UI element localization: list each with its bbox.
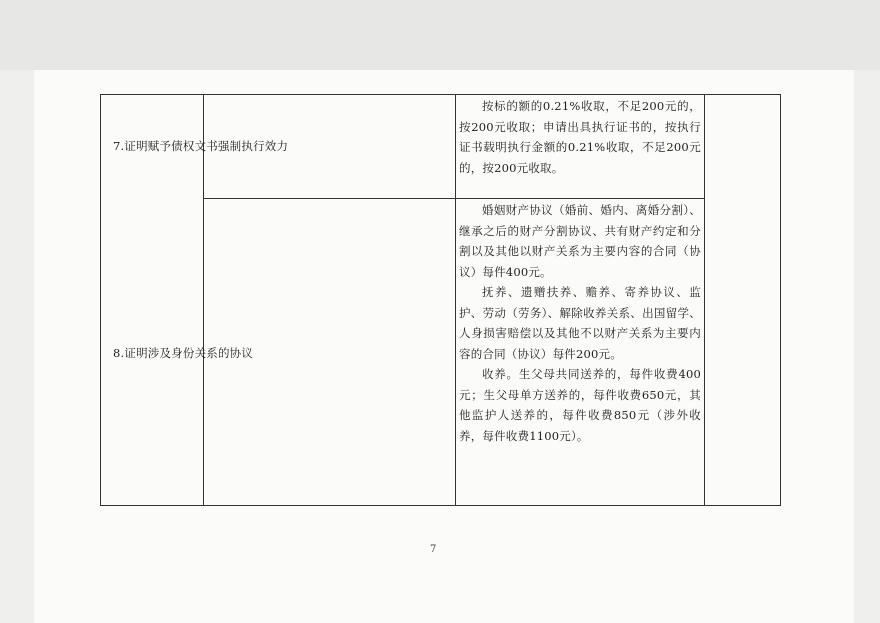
item-7-label: 7.证明赋予债权文书强制执行效力: [113, 139, 289, 153]
fee-paragraph: 收养。生父母共同送养的，每件收费400元；生父母单方送养的，每件收费650元，其他监护人送养的，每件收费850元（涉外收养，每件收费1100元）。: [459, 367, 701, 443]
item-8-fee: [459, 200, 701, 446]
fee-paragraph: 按标的额的0.21%收取，不足200元的，按200元收取；申请出具执行证书的，按执行证书载明执行金额的0.21%收取，不足200元的，按200元收取。: [459, 99, 701, 175]
item-8-label: 8.证明涉及身份关系的协议: [113, 346, 254, 360]
fee-paragraph: 抚养、遗赠扶养、赡养、寄养协议、监护、劳动（劳务）、解除收养关系、出国留学、人身损害赔偿以及其他不以财产关系为主要内容的合同（协议）每件200元。: [459, 285, 701, 361]
table-border-left: [100, 94, 101, 506]
row-divider: [203, 198, 704, 199]
table-border-right: [780, 94, 781, 506]
scan-margin: [0, 0, 880, 70]
item-7-fee: [459, 96, 701, 178]
fee-paragraph: 婚姻财产协议（婚前、婚内、离婚分割）、继承之后的财产分割协议、共有财产约定和分割以及其他以财产关系为主要内容的合同（协议）每件400元。: [459, 203, 701, 279]
column-divider-3: [704, 94, 705, 506]
column-divider-2: [455, 94, 456, 506]
page-number: 7: [430, 544, 437, 555]
